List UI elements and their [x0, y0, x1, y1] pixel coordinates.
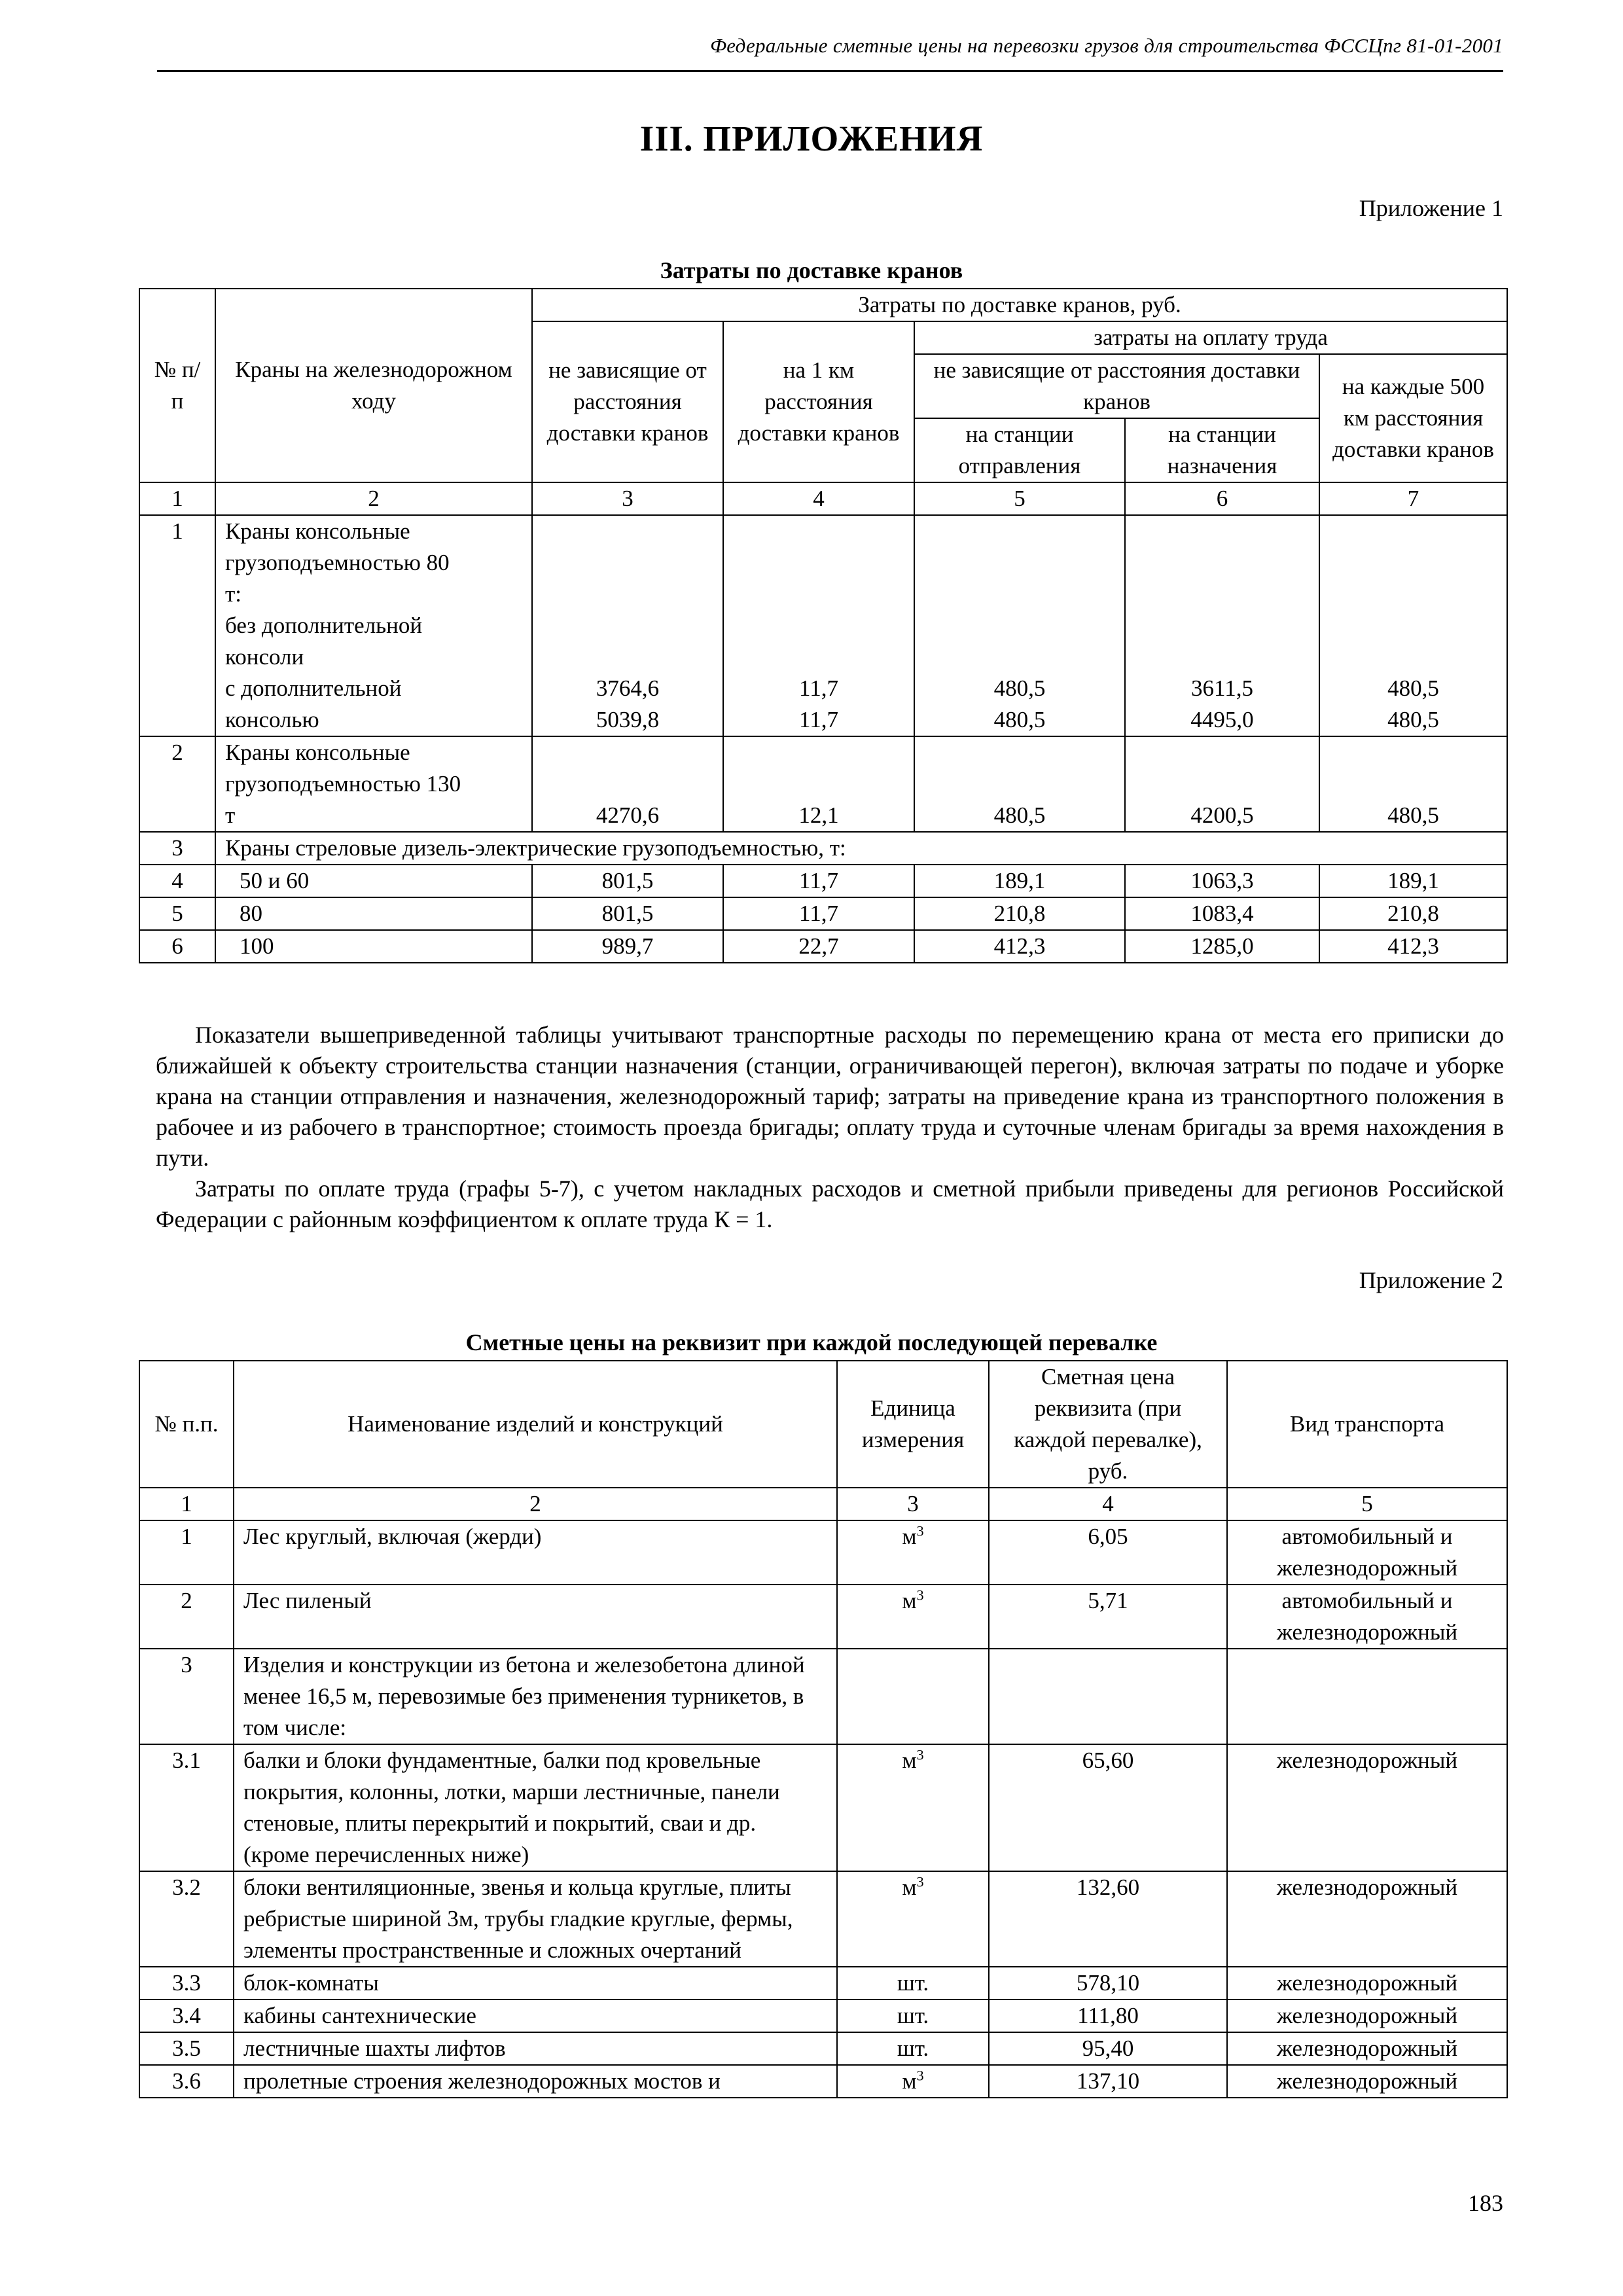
col-num: 3 [837, 1488, 989, 1520]
row-num: 3 [139, 832, 215, 865]
col-num: 1 [139, 482, 215, 515]
row-unit: шт. [837, 2032, 989, 2065]
table-row [139, 2032, 1507, 2065]
row-unit: шт. [837, 2000, 989, 2032]
col-num: 5 [1227, 1488, 1507, 1520]
page-number: 183 [1468, 2190, 1503, 2216]
row-name: Лес пиленый [234, 1585, 837, 1649]
table-row [139, 897, 1507, 930]
crane-delivery-table [139, 288, 1508, 963]
cell-value: 4200,5 [1125, 736, 1319, 832]
row-transport: автомобильный и железнодорожный [1227, 1520, 1507, 1585]
header-per-500: на каждые 500 км расстояния доставки кранов [1319, 354, 1507, 482]
row-transport: железнодорожный [1227, 1871, 1507, 1967]
header-num: № п.п. [139, 1361, 234, 1488]
cell-value: 11,7 11,7 [723, 515, 914, 736]
table-row [139, 1871, 1507, 1967]
row-unit: шт. [837, 1967, 989, 2000]
note-paragraph: Показатели вышеприведенной таблицы учитывают транспортные расходы по перемещению крана от места его приписки до ближайшей к объекту строительства станции назначения (станции, ограничивающей перегон), включая затраты по подаче и уборке крана на станции отправления и назначения, железнодорожный тариф; затраты на приведение крана из транспортного положения в рабочее и из рабочего в транспортное; стоимость проезда бригады; оплату труда и суточные членам бригады за время нахождения в пути. [156, 1022, 1504, 1171]
row-transport [1227, 1649, 1507, 1744]
requisite-prices-table [139, 1360, 1508, 2098]
appendix-2-label: Приложение 2 [1359, 1267, 1503, 1293]
row-name: 100 [215, 930, 532, 963]
row-unit: $м^3$ [837, 1871, 989, 1967]
header-labor-indep: не зависящие от расстояния доставки кранов [914, 354, 1319, 418]
column-numbers-row [139, 482, 1507, 515]
col-num: 1 [139, 1488, 234, 1520]
table-row [139, 1649, 1507, 1744]
cell-value: 12,1 [723, 736, 914, 832]
table-row [139, 2065, 1507, 2098]
header-unit: Единица измерения [837, 1361, 989, 1488]
table-row [139, 515, 1507, 736]
cell-value: 210,8 [914, 897, 1125, 930]
col-num: 4 [989, 1488, 1227, 1520]
table-row [139, 832, 1507, 865]
header-cranes: Краны на железнодорожном ходу [215, 289, 532, 482]
cell-value: 412,3 [914, 930, 1125, 963]
row-unit: $м^3$ [837, 1520, 989, 1585]
cell-value: 210,8 [1319, 897, 1507, 930]
header-transport: Вид транспорта [1227, 1361, 1507, 1488]
row-price: 132,60 [989, 1871, 1227, 1967]
row-name: 80 [215, 897, 532, 930]
cell-value: 480,5 480,5 [914, 515, 1125, 736]
table-row [139, 930, 1507, 963]
row-name: кабины сантехнические [234, 2000, 837, 2032]
row-price: 65,60 [989, 1744, 1227, 1871]
cell-value: 3764,6 5039,8 [532, 515, 723, 736]
header-rule [157, 70, 1503, 72]
appendix-2-table-title: Сметные цены на реквизит при каждой последующей перевалке [465, 1329, 1158, 1355]
row-transport: автомобильный и железнодорожный [1227, 1585, 1507, 1649]
row-transport: железнодорожный [1227, 1744, 1507, 1871]
header-per-km: на 1 км расстояния доставки кранов [723, 321, 914, 482]
cell-value: 11,7 [723, 897, 914, 930]
row-transport: железнодорожный [1227, 2032, 1507, 2065]
row-unit: $м^3$ [837, 2065, 989, 2098]
cell-value: 480,5 [914, 736, 1125, 832]
cell-value: 3611,5 4495,0 [1125, 515, 1319, 736]
notes [156, 1020, 1504, 1235]
cell-value: 22,7 [723, 930, 914, 963]
table-row [139, 1585, 1507, 1649]
row-num: 4 [139, 865, 215, 897]
row-unit [837, 1649, 989, 1744]
row-num: 3.5 [139, 2032, 234, 2065]
header-name: Наименование изделий и конструкций [234, 1361, 837, 1488]
cell-value: 1083,4 [1125, 897, 1319, 930]
row-price: 95,40 [989, 2032, 1227, 2065]
row-num: 3.3 [139, 1967, 234, 2000]
appendix-1-table-title: Затраты по доставке кранов [660, 257, 963, 283]
row-name: Изделия и конструкции из бетона и железобетона длиной менее 16,5 м, перевозимые без применения турникетов, в том числе: [234, 1649, 837, 1744]
col-num: 3 [532, 482, 723, 515]
row-transport: железнодорожный [1227, 1967, 1507, 2000]
cell-value: 801,5 [532, 897, 723, 930]
row-num: 3 [139, 1649, 234, 1744]
header-indep: не зависящие от расстояния доставки кранов [532, 321, 723, 482]
cell-value: 1063,3 [1125, 865, 1319, 897]
header-num: № п/п [139, 289, 215, 482]
row-name: пролетные строения железнодорожных мостов и [234, 2065, 837, 2098]
cell-value: 189,1 [1319, 865, 1507, 897]
table-row [139, 1744, 1507, 1871]
row-name: лестничные шахты лифтов [234, 2032, 837, 2065]
col-num: 2 [234, 1488, 837, 1520]
row-unit: $м^3$ [837, 1744, 989, 1871]
col-num: 5 [914, 482, 1125, 515]
cell-value: 189,1 [914, 865, 1125, 897]
row-price: 578,10 [989, 1967, 1227, 2000]
row-price [989, 1649, 1227, 1744]
cell-value: 11,7 [723, 865, 914, 897]
row-unit: $м^3$ [837, 1585, 989, 1649]
header-labor: затраты на оплату труда [914, 321, 1507, 354]
header-costs: Затраты по доставке кранов, руб. [532, 289, 1507, 321]
row-name: блоки вентиляционные, звенья и кольца круглые, плиты ребристые шириной 3м, трубы гладкие круглые, фермы, элементы пространственные и сложных очертаний [234, 1871, 837, 1967]
row-price: 6,05 [989, 1520, 1227, 1585]
table-row [139, 865, 1507, 897]
row-transport: железнодорожный [1227, 2065, 1507, 2098]
cell-value: 480,5 [1319, 736, 1507, 832]
table-row [139, 2000, 1507, 2032]
cell-value: 412,3 [1319, 930, 1507, 963]
row-name: 50 и 60 [215, 865, 532, 897]
col-num: 7 [1319, 482, 1507, 515]
table-row [139, 736, 1507, 832]
col-num: 6 [1125, 482, 1319, 515]
cell-value: 801,5 [532, 865, 723, 897]
cell-value: 480,5 480,5 [1319, 515, 1507, 736]
row-name: Лес круглый, включая (жерди) [234, 1520, 837, 1585]
section-title: III. ПРИЛОЖЕНИЯ [639, 118, 984, 158]
row-name: балки и блоки фундаментные, балки под кровельные покрытия, колонны, лотки, марши лестничные, панели стеновые, плиты перекрытий и покрытий, сваи и др. (кроме перечисленных ниже) [234, 1744, 837, 1871]
header-dep-station: на станции отправления [914, 418, 1125, 482]
cell-value: 989,7 [532, 930, 723, 963]
row-price: 111,80 [989, 2000, 1227, 2032]
column-numbers-row [139, 1488, 1507, 1520]
row-num: 5 [139, 897, 215, 930]
row-num: 3.2 [139, 1871, 234, 1967]
header-price: Сметная цена реквизита (при каждой перевалке), руб. [989, 1361, 1227, 1488]
col-num: 4 [723, 482, 914, 515]
row-name: Краны консольные грузоподъемностью 80 т: без дополнительной консоли с дополнительной консолью [215, 515, 532, 736]
header-arr-station: на станции назначения [1125, 418, 1319, 482]
row-num: 6 [139, 930, 215, 963]
running-header: Федеральные сметные цены на перевозки грузов для строительства ФССЦпг 81-01-2001 [710, 34, 1503, 57]
row-name: Краны стреловые дизель-электрические грузоподъемностью, т: [215, 832, 1507, 865]
row-num: 1 [139, 515, 215, 736]
note-paragraph: Затраты по оплате труда (графы 5-7), с учетом накладных расходов и сметной прибыли приведены для регионов Российской Федерации с районным коэффициентом к оплате труда К = 1. [156, 1175, 1504, 1232]
col-num: 2 [215, 482, 532, 515]
row-num: 3.6 [139, 2065, 234, 2098]
row-num: 2 [139, 1585, 234, 1649]
row-price: 5,71 [989, 1585, 1227, 1649]
row-num: 2 [139, 736, 215, 832]
appendix-1-label: Приложение 1 [1359, 195, 1503, 221]
row-num: 1 [139, 1520, 234, 1585]
cell-value: 1285,0 [1125, 930, 1319, 963]
table-row [139, 1967, 1507, 2000]
row-price: 137,10 [989, 2065, 1227, 2098]
row-num: 3.4 [139, 2000, 234, 2032]
row-name: блок-комнаты [234, 1967, 837, 2000]
row-num: 3.1 [139, 1744, 234, 1871]
row-name: Краны консольные грузоподъемностью 130 т [215, 736, 532, 832]
table-row [139, 1520, 1507, 1585]
cell-value: 4270,6 [532, 736, 723, 832]
row-transport: железнодорожный [1227, 2000, 1507, 2032]
